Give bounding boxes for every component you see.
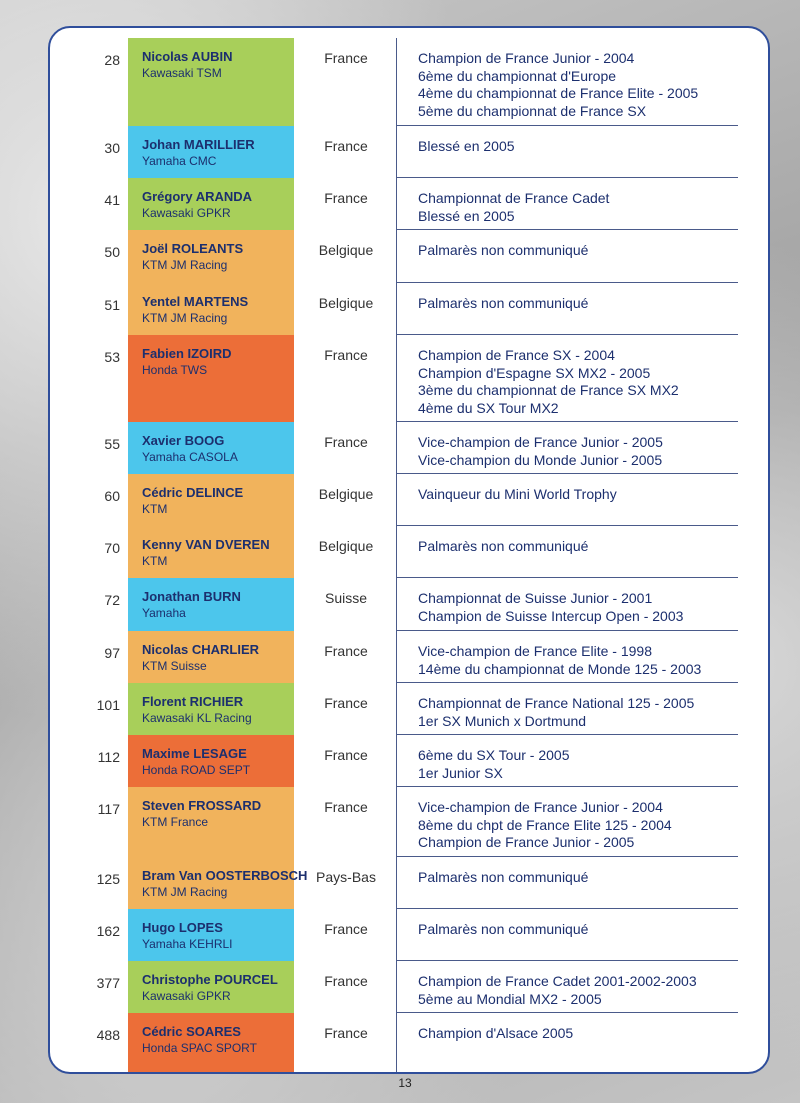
palmares-line: 6ème du championnat d'Europe <box>418 67 617 84</box>
rider-team: KTM JM Racing <box>142 311 228 325</box>
rider-country: Belgique <box>318 486 374 502</box>
rider-row <box>50 230 768 283</box>
palmares-line: 3ème du championnat de France SX MX2 <box>418 382 679 398</box>
palmares-line: Vice-champion de France Junior - 2005 <box>418 434 663 450</box>
palmares-line: 6ème du SX Tour - 2005 <box>418 747 570 763</box>
rider-palmares <box>418 590 748 625</box>
rider-palmares <box>418 486 748 504</box>
palmares-line: Champion de France SX - 2004 <box>418 347 615 363</box>
rider-row <box>50 422 768 474</box>
rider-name: Jonathan BURN <box>142 589 241 604</box>
palmares-line: 8ème du chpt de France Elite 125 - 2004 <box>418 816 672 833</box>
rider-number: 72 <box>104 592 120 608</box>
rider-name: Cédric DELINCE <box>142 485 244 500</box>
column-divider <box>396 1013 397 1073</box>
rider-number: 53 <box>104 349 120 365</box>
rider-row <box>50 126 768 178</box>
rider-name: Fabien IZOIRD <box>142 346 232 361</box>
rider-name: Hugo LOPES <box>142 920 223 935</box>
rider-name: Joël ROLEANTS <box>142 241 244 256</box>
palmares-line: Champion de Suisse Intercup Open - 2003 <box>418 607 684 624</box>
rider-row <box>50 1013 768 1073</box>
rider-palmares <box>418 538 748 556</box>
rider-palmares <box>418 643 748 678</box>
palmares-line: Palmarès non communiqué <box>418 538 589 554</box>
rider-team: KTM <box>142 502 168 516</box>
palmares-line: Vice-champion de France Junior - 2004 <box>418 799 663 815</box>
rider-color-box <box>128 683 294 735</box>
rider-country: France <box>324 643 368 659</box>
rider-color-box <box>128 283 294 335</box>
column-divider <box>396 230 397 283</box>
palmares-line: 1er SX Munich x Dortmund <box>418 712 587 729</box>
rider-table-panel <box>48 26 770 1074</box>
rider-name: Grégory ARANDA <box>142 189 253 204</box>
rider-name: Nicolas AUBIN <box>142 49 233 64</box>
rider-row <box>50 526 768 578</box>
rider-country: France <box>324 747 368 763</box>
rider-team: Yamaha CMC <box>142 154 217 168</box>
rider-color-box <box>128 474 294 526</box>
rider-name: Xavier BOOG <box>142 433 225 448</box>
rider-color-box <box>128 631 294 683</box>
palmares-line: Blessé en 2005 <box>418 138 515 154</box>
rider-number: 488 <box>96 1027 120 1043</box>
palmares-line: Championnat de Suisse Junior - 2001 <box>418 590 653 606</box>
rider-country: Belgique <box>318 295 374 311</box>
rider-row <box>50 335 768 422</box>
rider-team: Kawasaki GPKR <box>142 989 231 1003</box>
palmares-line: 5ème au Mondial MX2 - 2005 <box>418 990 602 1007</box>
rider-color-box <box>128 1013 294 1073</box>
rider-palmares <box>418 973 748 1008</box>
rider-row <box>50 857 768 909</box>
rider-color-box <box>128 335 294 422</box>
rider-number: 377 <box>96 975 120 991</box>
rider-number: 30 <box>104 140 120 156</box>
palmares-line: Palmarès non communiqué <box>418 921 589 937</box>
rider-palmares <box>418 295 748 313</box>
column-divider <box>396 38 397 126</box>
rider-country: France <box>324 347 368 363</box>
palmares-line: Championnat de France National 125 - 2005 <box>418 695 695 711</box>
rider-team: KTM <box>142 554 168 568</box>
rider-palmares <box>418 695 748 730</box>
rider-color-box <box>128 961 294 1013</box>
rider-team: Kawasaki GPKR <box>142 206 231 220</box>
rider-row <box>50 961 768 1013</box>
rider-country: Belgique <box>318 538 374 554</box>
column-divider <box>396 526 397 578</box>
rider-palmares <box>418 50 748 120</box>
rider-number: 60 <box>104 488 120 504</box>
rider-team: Yamaha KEHRLI <box>142 937 233 951</box>
column-divider <box>396 683 397 735</box>
column-divider <box>396 787 397 857</box>
rider-name: Steven FROSSARD <box>142 798 262 813</box>
rider-number: 50 <box>104 244 120 260</box>
palmares-line: Palmarès non communiqué <box>418 869 589 885</box>
rider-number: 41 <box>104 192 120 208</box>
rider-number: 55 <box>104 436 120 452</box>
rider-country: Suisse <box>324 590 368 606</box>
rider-country: France <box>324 190 368 206</box>
rider-row <box>50 578 768 631</box>
rider-team: Yamaha <box>142 606 186 620</box>
rider-color-box <box>128 230 294 283</box>
rider-color-box <box>128 126 294 178</box>
column-divider <box>396 283 397 335</box>
rider-team: KTM Suisse <box>142 659 207 673</box>
palmares-line: Palmarès non communiqué <box>418 295 589 311</box>
rider-color-box <box>128 787 294 857</box>
palmares-line: Blessé en 2005 <box>418 207 515 224</box>
rider-number: 162 <box>96 923 120 939</box>
rider-name: Nicolas CHARLIER <box>142 642 260 657</box>
rider-name: Maxime LESAGE <box>142 746 247 761</box>
rider-name: Christophe POURCEL <box>142 972 278 987</box>
rider-color-box <box>128 38 294 126</box>
rider-country: France <box>324 138 368 154</box>
rider-color-box <box>128 857 308 909</box>
rider-number: 112 <box>97 749 120 765</box>
rider-team: Kawasaki TSM <box>142 66 222 80</box>
column-divider <box>396 909 397 961</box>
column-divider <box>396 735 397 787</box>
rider-palmares <box>418 347 748 417</box>
rider-palmares <box>418 921 748 939</box>
rider-number: 101 <box>96 697 120 713</box>
rider-row <box>50 283 768 335</box>
rider-country: Pays-Bas <box>316 869 376 885</box>
rider-name: Johan MARILLIER <box>142 137 255 152</box>
rider-team: Honda TWS <box>142 363 208 377</box>
palmares-line: 4ème du SX Tour MX2 <box>418 399 559 416</box>
rider-row <box>50 178 768 230</box>
palmares-line: Champion d'Alsace 2005 <box>418 1025 574 1041</box>
palmares-line: Championnat de France Cadet <box>418 190 610 206</box>
rider-palmares <box>418 138 748 156</box>
rider-name: Yentel MARTENS <box>142 294 249 309</box>
page-number: 13 <box>398 1076 412 1090</box>
palmares-line: Palmarès non communiqué <box>418 242 589 258</box>
rider-team: Honda ROAD SEPT <box>142 763 251 777</box>
rider-color-box <box>128 422 294 474</box>
column-divider <box>396 857 397 909</box>
rider-number: 97 <box>104 645 120 661</box>
palmares-line: Vice-champion du Monde Junior - 2005 <box>418 451 663 468</box>
rider-palmares <box>418 242 748 260</box>
rider-team: Yamaha CASOLA <box>142 450 238 464</box>
rider-palmares <box>418 799 748 852</box>
rider-country: France <box>324 921 368 937</box>
rider-palmares <box>418 869 748 887</box>
rider-name: Florent RICHIER <box>142 694 244 709</box>
column-divider <box>396 422 397 474</box>
column-divider <box>396 631 397 683</box>
rider-palmares <box>418 1025 748 1043</box>
rider-team: Kawasaki KL Racing <box>142 711 252 725</box>
column-divider <box>396 126 397 178</box>
palmares-line: Champion de France Cadet 2001-2002-2003 <box>418 973 697 989</box>
rider-color-box <box>128 909 294 961</box>
palmares-line: Champion de France Junior - 2004 <box>418 50 635 66</box>
rider-color-box <box>128 178 294 230</box>
rider-name: Cédric SOARES <box>142 1024 241 1039</box>
rider-palmares <box>418 190 748 225</box>
palmares-line: 14ème du championnat de Monde 125 - 2003 <box>418 660 702 677</box>
palmares-line: Vice-champion de France Elite - 1998 <box>418 643 652 659</box>
column-divider <box>396 474 397 526</box>
rider-row <box>50 787 768 857</box>
rider-row <box>50 683 768 735</box>
rider-team: KTM JM Racing <box>142 258 228 272</box>
rider-country: France <box>324 695 368 711</box>
rider-country: Belgique <box>318 242 374 258</box>
rider-color-box <box>128 526 294 578</box>
rider-palmares <box>418 434 748 469</box>
rider-row <box>50 474 768 526</box>
rider-team: KTM JM Racing <box>142 885 228 899</box>
palmares-line: Champion d'Espagne SX MX2 - 2005 <box>418 364 651 381</box>
rider-country: France <box>324 973 368 989</box>
column-divider <box>396 578 397 631</box>
column-divider <box>396 335 397 422</box>
rider-name: Kenny VAN DVEREN <box>142 537 270 552</box>
rider-number: 28 <box>104 52 120 68</box>
rider-number: 51 <box>104 297 120 313</box>
rider-row <box>50 735 768 787</box>
rider-country: France <box>324 50 368 66</box>
rider-number: 70 <box>104 540 120 556</box>
rider-country: France <box>324 434 368 450</box>
palmares-line: 4ème du championnat de France Elite - 2005 <box>418 85 699 101</box>
rider-row <box>50 909 768 961</box>
column-divider <box>396 178 397 230</box>
rider-number: 117 <box>97 801 120 817</box>
rider-country: France <box>324 799 368 815</box>
rider-row <box>50 631 768 683</box>
rider-color-box <box>128 578 294 631</box>
rider-color-box <box>128 735 294 787</box>
rider-team: Honda SPAC SPORT <box>142 1041 257 1055</box>
column-divider <box>396 961 397 1013</box>
rider-palmares <box>418 747 748 782</box>
palmares-line: 1er Junior SX <box>418 764 503 781</box>
palmares-line: Champion de France Junior - 2005 <box>418 834 635 850</box>
palmares-line: 5ème du championnat de France SX <box>418 102 647 119</box>
rider-team: KTM France <box>142 815 209 829</box>
rider-row <box>50 38 768 126</box>
rider-country: France <box>324 1025 368 1041</box>
rider-name: Bram Van OOSTERBOSCH <box>142 868 308 883</box>
palmares-line: Vainqueur du Mini World Trophy <box>418 486 617 502</box>
rider-number: 125 <box>96 871 120 887</box>
